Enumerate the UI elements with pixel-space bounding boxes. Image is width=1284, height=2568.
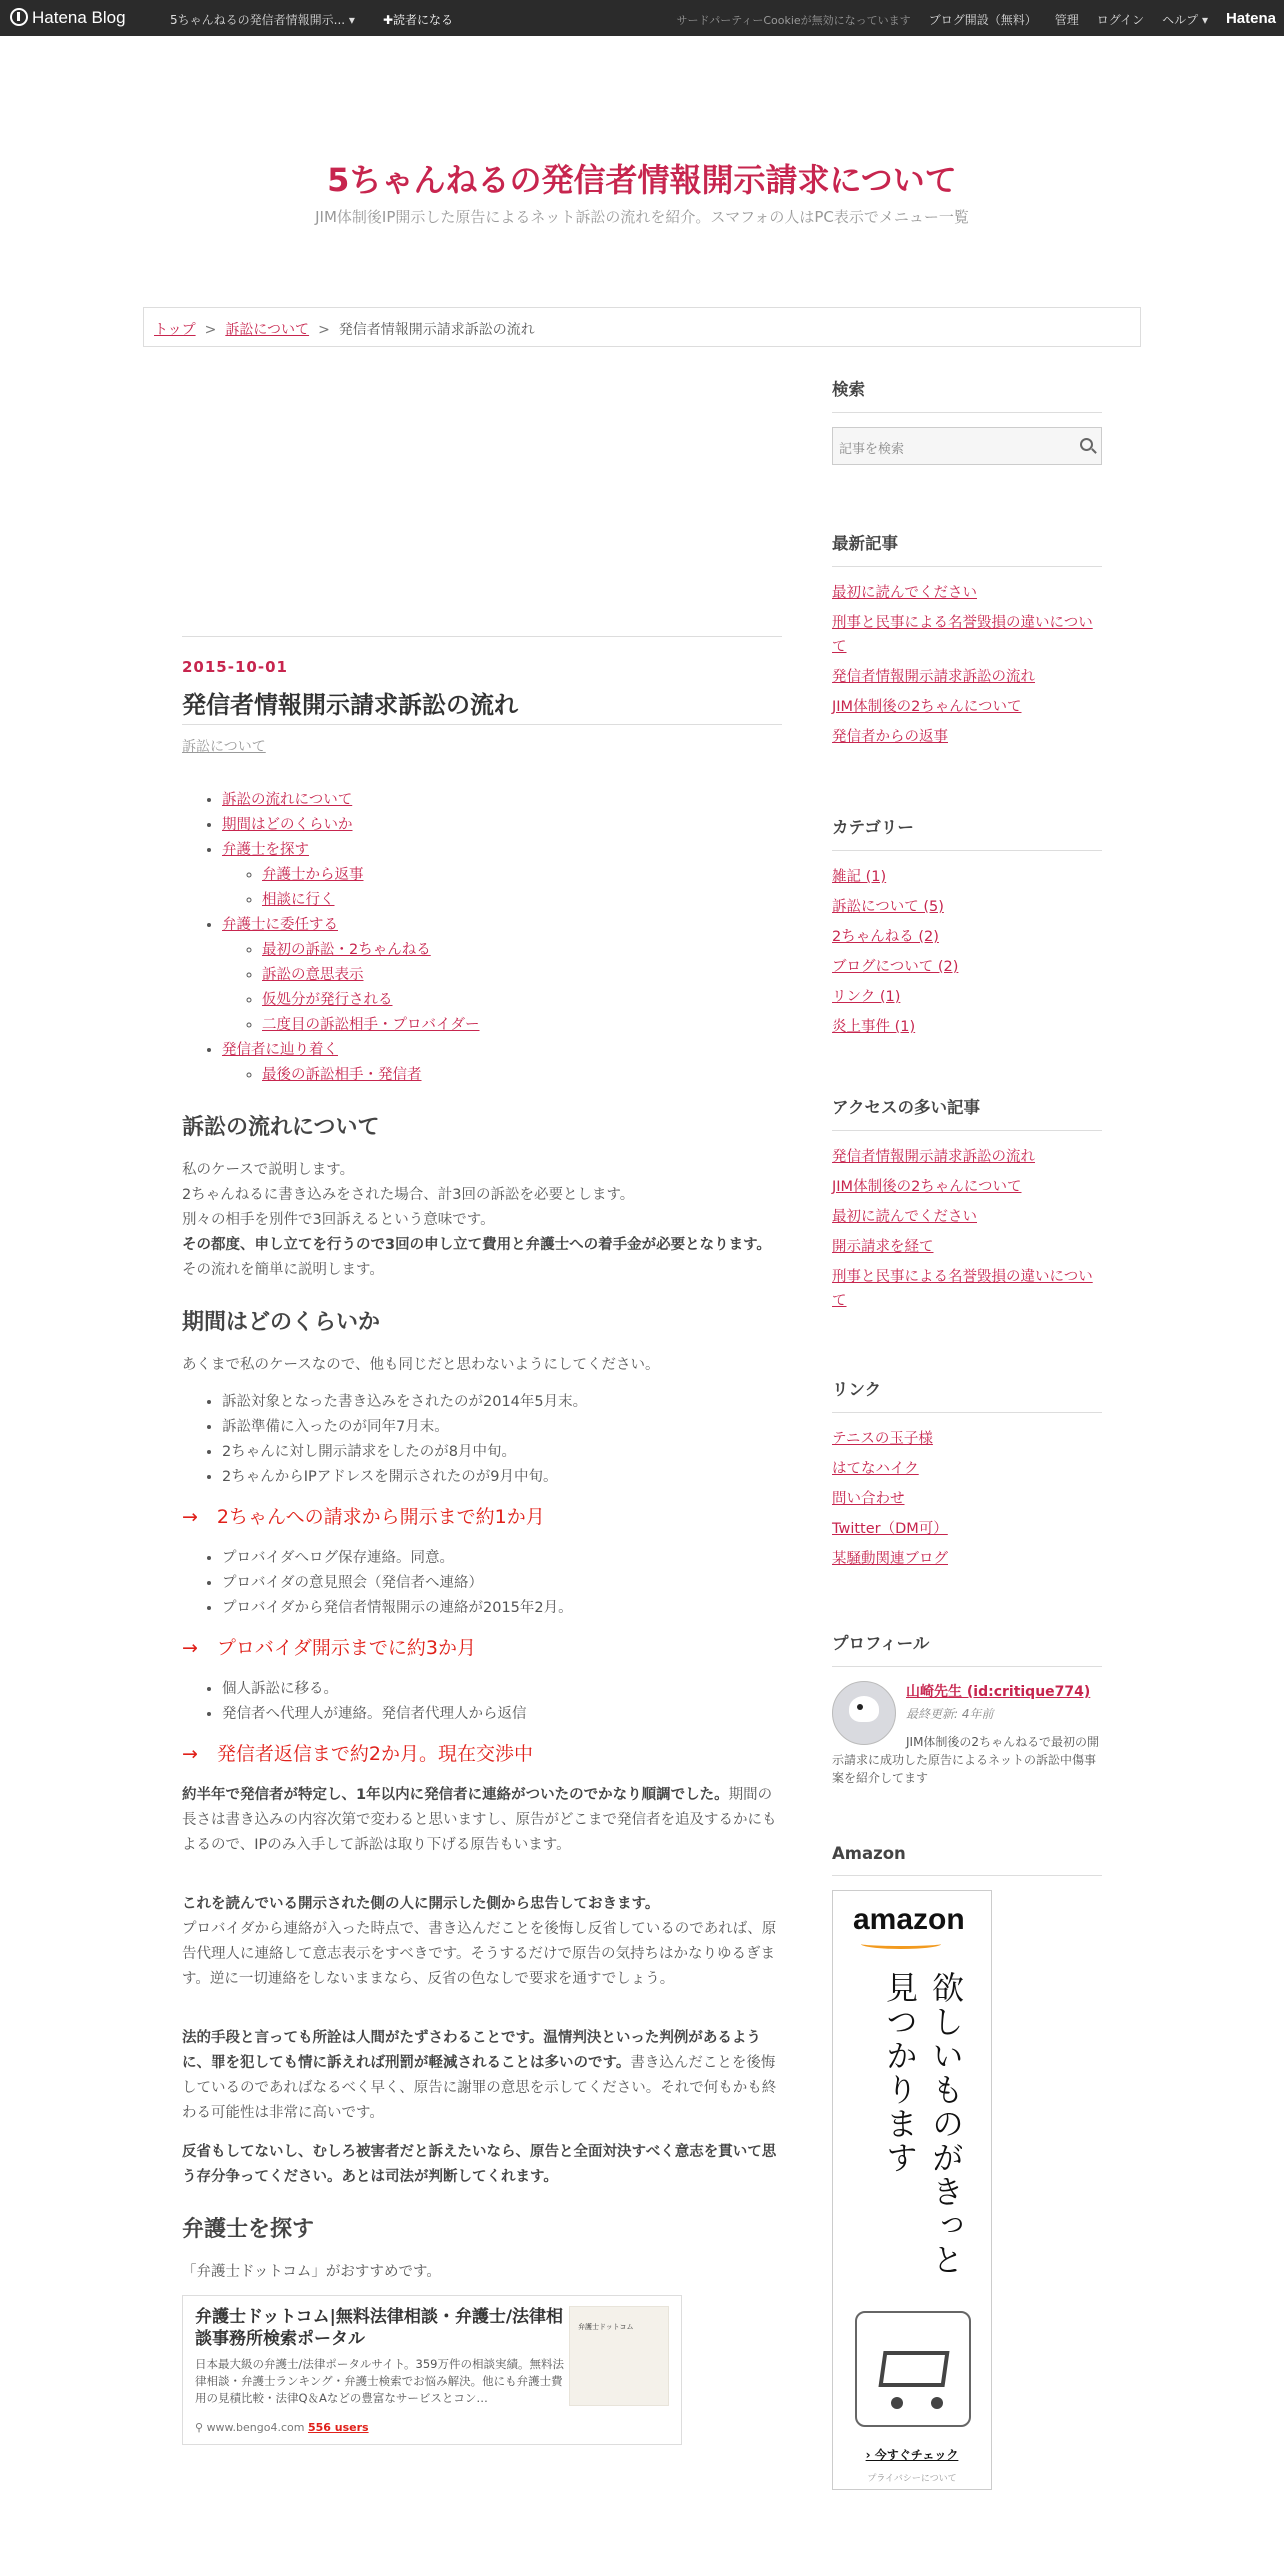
login-link[interactable]: ログイン	[1096, 13, 1145, 27]
text: プロバイダから連絡が入った時点で、書き込んだことを後悔し反省しているのであれば、原告代理人に連絡して意志表示をすべきです。そうするだけで原告の気持ちはかなりゆるぎます。逆に一切連絡をしないままなら、反省の色なしで要求を通すでしょう。	[182, 1921, 777, 1987]
toc-link[interactable]: 最後の訴訟相手・発信者	[262, 1067, 422, 1083]
entry-title[interactable]: 発信者情報開示請求訴訟の流れ	[182, 688, 782, 725]
popular-post-link[interactable]: 刑事と民事による名誉毀損の違いについて	[832, 1269, 1093, 1309]
search-placeholder: 記事を検索	[839, 442, 905, 457]
toc-item	[262, 963, 782, 988]
sidebar-link[interactable]: 某騒動関連ブログ	[832, 1551, 948, 1567]
breadcrumb	[143, 307, 1141, 347]
list-item: • 2ちゃんに対し開示請求をしたのが8月中旬。	[222, 1440, 782, 1465]
breadcrumb-separator: >	[318, 322, 330, 338]
bold-text: これを読んでいる開示された側の人に開示した側から忠告しておきます。	[182, 1896, 660, 1912]
toc-item	[222, 1038, 782, 1088]
toc-link[interactable]: 二度目の訴訟相手・プロバイダー	[262, 1017, 480, 1033]
red-summary-heading: → 2ちゃんへの請求から開示まで約1か月	[182, 1506, 545, 1528]
list-item: • 発信者へ代理人が連絡。発信者代理人から返信	[222, 1702, 782, 1727]
sidebar-link[interactable]: テニスの玉子様	[832, 1431, 933, 1447]
paragraph-line-bold: その都度、申し立てを行うので3回の申し立て費用と弁護士への着手金が必要となります。	[182, 1237, 771, 1253]
recent-posts-module	[832, 530, 1102, 755]
cart-basket	[878, 2351, 949, 2387]
breadcrumb-top[interactable]: トップ	[154, 322, 196, 338]
category-link[interactable]: 訴訟について (5)	[832, 899, 944, 915]
avatar-eye	[857, 1704, 863, 1710]
popular-post-link[interactable]: 発信者情報開示請求訴訟の流れ	[832, 1149, 1035, 1165]
paragraph	[182, 1783, 782, 1858]
module-title: Amazon	[832, 1844, 1102, 1876]
toc-link[interactable]: 仮処分が発行される	[262, 992, 393, 1008]
toc-item	[222, 913, 782, 1038]
module-title: アクセスの多い記事	[832, 1094, 1102, 1131]
list-item: • プロバイダから発信者情報開示の連絡が2015年2月。	[222, 1596, 782, 1621]
cookie-notice[interactable]: サードパーティーCookieが無効になっています	[676, 13, 911, 27]
list-item: • 訴訟対象となった書き込みをされたのが2014年5月末。	[222, 1390, 782, 1415]
sidebar-link[interactable]: 問い合わせ	[832, 1491, 905, 1507]
thumbnail-text: 弁護士ドットコム	[578, 2323, 634, 2331]
section-heading: 訴訟の流れについて	[182, 1115, 380, 1140]
cart-wheel	[931, 2397, 943, 2409]
timeline-list	[222, 1546, 782, 1621]
search-icon[interactable]	[1080, 438, 1093, 451]
timeline-list	[222, 1677, 782, 1727]
link-card-source	[195, 2415, 669, 2440]
profile-module	[832, 1630, 1102, 1791]
bookmark-users[interactable]: 556 users	[307, 2421, 369, 2434]
category-link[interactable]: リンク (1)	[832, 989, 901, 1005]
recent-post-link[interactable]: 発信者情報開示請求訴訟の流れ	[832, 669, 1035, 685]
sidebar-link[interactable]: Twitter（DM可）	[832, 1521, 948, 1537]
module-title: プロフィール	[832, 1630, 1102, 1667]
toc-sublist	[262, 863, 782, 913]
profile-card	[832, 1681, 1102, 1791]
link-card-title[interactable]: 弁護士ドットコム|無料法律相談・弁護士/法律相談事務所検索ポータル	[195, 2307, 564, 2349]
popular-posts-list	[832, 1145, 1102, 1313]
search-input[interactable]	[832, 427, 1102, 465]
breadcrumb-category[interactable]: 訴訟について	[225, 322, 310, 338]
favicon-icon: ⚲	[195, 2421, 207, 2434]
paragraph	[182, 2026, 782, 2126]
toc-sublist	[262, 938, 782, 1038]
list-item: • 訴訟準備に入ったのが同年7月末。	[222, 1415, 782, 1440]
toc-link[interactable]: 訴訟の流れについて	[222, 792, 353, 808]
recent-post-link[interactable]: 最初に読んでください	[832, 585, 977, 601]
amazon-module	[832, 1844, 1102, 2492]
blog-description: JIM体制後IP開示した原告によるネット訴訟の流れを紹介。スマフォの人はPC表示でメニュー一覧	[315, 208, 969, 226]
timeline-list	[222, 1390, 782, 1490]
entry-category[interactable]: 訴訟について	[182, 739, 266, 755]
paragraph-line: 別々の相手を別件で3回訴えるという意味です。	[182, 1212, 495, 1228]
paragraph	[182, 1892, 782, 1992]
breadcrumb-separator: >	[204, 322, 217, 338]
table-of-contents	[222, 788, 782, 1088]
amazon-banner[interactable]	[832, 1890, 992, 2490]
list-item: • 2ちゃんからIPアドレスを開示されたのが9月中旬。	[222, 1465, 782, 1490]
global-header	[0, 0, 1284, 36]
list-item: • プロバイダへログ保存連絡。同意。	[222, 1546, 782, 1571]
text: 期間の長さは書き込みの内容次第で変わると思いますし、原告がどこまで発信者を追及するかにもよるので、IPのみ入手して訴訟は取り下げる原告もいます。	[182, 1787, 777, 1853]
divider	[182, 636, 782, 637]
popular-post-link[interactable]: 最初に読んでください	[832, 1209, 977, 1225]
recent-post-link[interactable]: JIM体制後の2ちゃんについて	[832, 699, 1022, 715]
toc-item	[222, 813, 782, 838]
toc-link[interactable]: 弁護士から返事	[262, 867, 364, 883]
module-title: カテゴリー	[832, 814, 1102, 851]
toc-link[interactable]: 相談に行く	[262, 892, 335, 908]
amazon-privacy-link[interactable]: プライバシーについて	[867, 2474, 957, 2484]
toc-item	[222, 788, 782, 813]
links-module	[832, 1376, 1102, 1577]
toc-link[interactable]: 最初の訴訟・2ちゃんねる	[262, 942, 431, 958]
categories-module	[832, 814, 1102, 1045]
amazon-check-button[interactable]: › 今すぐチェック	[865, 2448, 959, 2462]
amazon-banner-wrap	[832, 1890, 1102, 2492]
bold-text: 約半年で発信者が特定し、1年以内に発信者に連絡がついたのでかなり順調でした。	[182, 1787, 729, 1803]
profile-updated: 最終更新: 4年前	[906, 1707, 994, 1721]
amazon-tagline: 欲しいものがきっと見つかります	[881, 1971, 965, 2277]
toc-item	[222, 838, 782, 913]
paragraph-line: その流れを簡単に説明します。	[182, 1262, 384, 1278]
link-card-description: 日本最大級の弁護士/法律ポータルサイト。359万件の相談実績。無料法律相談・弁護士ランキング・弁護士検索でお悩み解決。他にも弁護士費用の見積比較・法律Q＆Aなどの豊富なサービスとコン…	[195, 2357, 564, 2405]
avatar-face	[849, 1696, 879, 1722]
paragraph-line: 私のケースで説明します。	[182, 1162, 355, 1178]
paragraph-bold: 反省もしてないし、むしろ被害者だと訴えたいなら、原告と全面対決すべく意志を貫いて思う存分争ってください。あとは司法が判断してくれます。	[182, 2144, 777, 2185]
module-title: 最新記事	[832, 530, 1102, 567]
paragraph-line: あくまで私のケースなので、他も同じだと思わないようにしてください。	[182, 1357, 660, 1373]
cart-wheel	[891, 2397, 903, 2409]
toc-link[interactable]: 期間はどのくらいか	[222, 817, 353, 833]
category-link[interactable]: 雑記 (1)	[832, 869, 887, 885]
toc-sublist	[262, 1063, 782, 1088]
links-list	[832, 1427, 1102, 1571]
blog-title[interactable]: 5ちゃんねるの発信者情報開示請求について	[327, 161, 957, 199]
hatena-logo-icon	[10, 8, 28, 26]
toc-item	[262, 863, 782, 888]
paragraph-line: 2ちゃんねるに書き込みをされた場合、計3回の訴訟を必要とします。	[182, 1187, 635, 1203]
entry-date[interactable]: 2015-10-01	[182, 658, 288, 676]
search-module	[832, 376, 1102, 465]
popular-post-link[interactable]: 開示請求を経て	[832, 1239, 934, 1255]
amazon-logo: amazon	[853, 1903, 965, 1936]
toc-item	[262, 938, 782, 963]
link-card-thumbnail[interactable]	[569, 2306, 669, 2406]
shopping-cart-icon	[855, 2311, 971, 2427]
red-summary-heading: → プロバイダ開示までに約3か月	[182, 1637, 477, 1659]
toc-link[interactable]: 弁護士を探す	[222, 842, 309, 858]
toc-item	[262, 888, 782, 913]
recent-post-link[interactable]: 発信者からの返事	[832, 729, 948, 745]
text: 書き込んだことを後悔しているのであればなるべく早く、原告に謝罪の意思を示してください。それで何もかも終わる可能性は非常に高いです。	[182, 2055, 777, 2121]
category-link[interactable]: 2ちゃんねる (2)	[832, 929, 939, 945]
subscribe-button[interactable]: ✚読者になる	[383, 13, 454, 27]
red-summary-heading: → 発信者返信まで約2か月。現在交渉中	[182, 1743, 534, 1765]
profile-bio: JIM体制後の2ちゃんねるで最初の開示請求に成功した原告によるネットの訴訟中傷事案を紹介してます	[832, 1735, 1099, 1785]
section-heading: 期間はどのくらいか	[182, 1310, 381, 1335]
recent-posts-list	[832, 581, 1102, 749]
open-blog-link[interactable]: ブログ開設（無料）	[928, 13, 1037, 27]
module-title: リンク	[832, 1376, 1102, 1413]
toc-item	[262, 1063, 782, 1088]
section-heading: 弁護士を探す	[182, 2217, 315, 2242]
breadcrumb-current: 発信者情報開示請求訴訟の流れ	[338, 322, 535, 338]
toc-item	[262, 1013, 782, 1038]
blog-selector-dropdown[interactable]: 5ちゃんねるの発信者情報開示... ▾	[170, 13, 355, 27]
hatena-logo[interactable]: Hatena	[1225, 10, 1276, 27]
toc-link[interactable]: 弁護士に委任する	[222, 917, 338, 933]
toc-link[interactable]: 発信者に辿り着く	[222, 1042, 338, 1058]
help-menu[interactable]: ヘルプ ▾	[1162, 13, 1208, 27]
link-card-url[interactable]: www.bengo4.com	[206, 2421, 305, 2434]
toc-item	[262, 988, 782, 1013]
article	[182, 636, 782, 2445]
bold-text: 法的手段と言っても所詮は人間がたずさわることです。温情判決といった判例があるように、罪を犯しても情に訴えれば刑罰が軽減されることは多いのです。	[182, 2030, 761, 2071]
paragraph-line: 「弁護士ドットコム」がおすすめです。	[182, 2264, 441, 2280]
category-link[interactable]: 炎上事件 (1)	[832, 1019, 916, 1035]
category-link[interactable]: ブログについて (2)	[832, 959, 959, 975]
global-header-right	[676, 11, 1276, 28]
list-item: • プロバイダの意見照会（発信者へ連絡）	[222, 1571, 782, 1596]
link-card[interactable]	[182, 2295, 682, 2445]
toc-link[interactable]: 訴訟の意思表示	[262, 967, 364, 983]
popular-post-link[interactable]: JIM体制後の2ちゃんについて	[832, 1179, 1022, 1195]
hatena-blog-logo[interactable]: Hatena Blog	[10, 8, 126, 28]
recent-post-link[interactable]: 刑事と民事による名誉毀損の違いについて	[832, 615, 1093, 655]
amazon-smile-icon	[861, 1939, 941, 1949]
profile-name[interactable]: 山崎先生 (id:critique774)	[906, 1684, 1091, 1700]
module-title: 検索	[832, 376, 1102, 413]
manage-link[interactable]: 管理	[1054, 13, 1079, 27]
list-item: • 個人訴訟に移る。	[222, 1677, 782, 1702]
sidebar-link[interactable]: はてなハイク	[832, 1461, 919, 1477]
category-list	[832, 865, 1102, 1039]
popular-posts-module	[832, 1094, 1102, 1319]
